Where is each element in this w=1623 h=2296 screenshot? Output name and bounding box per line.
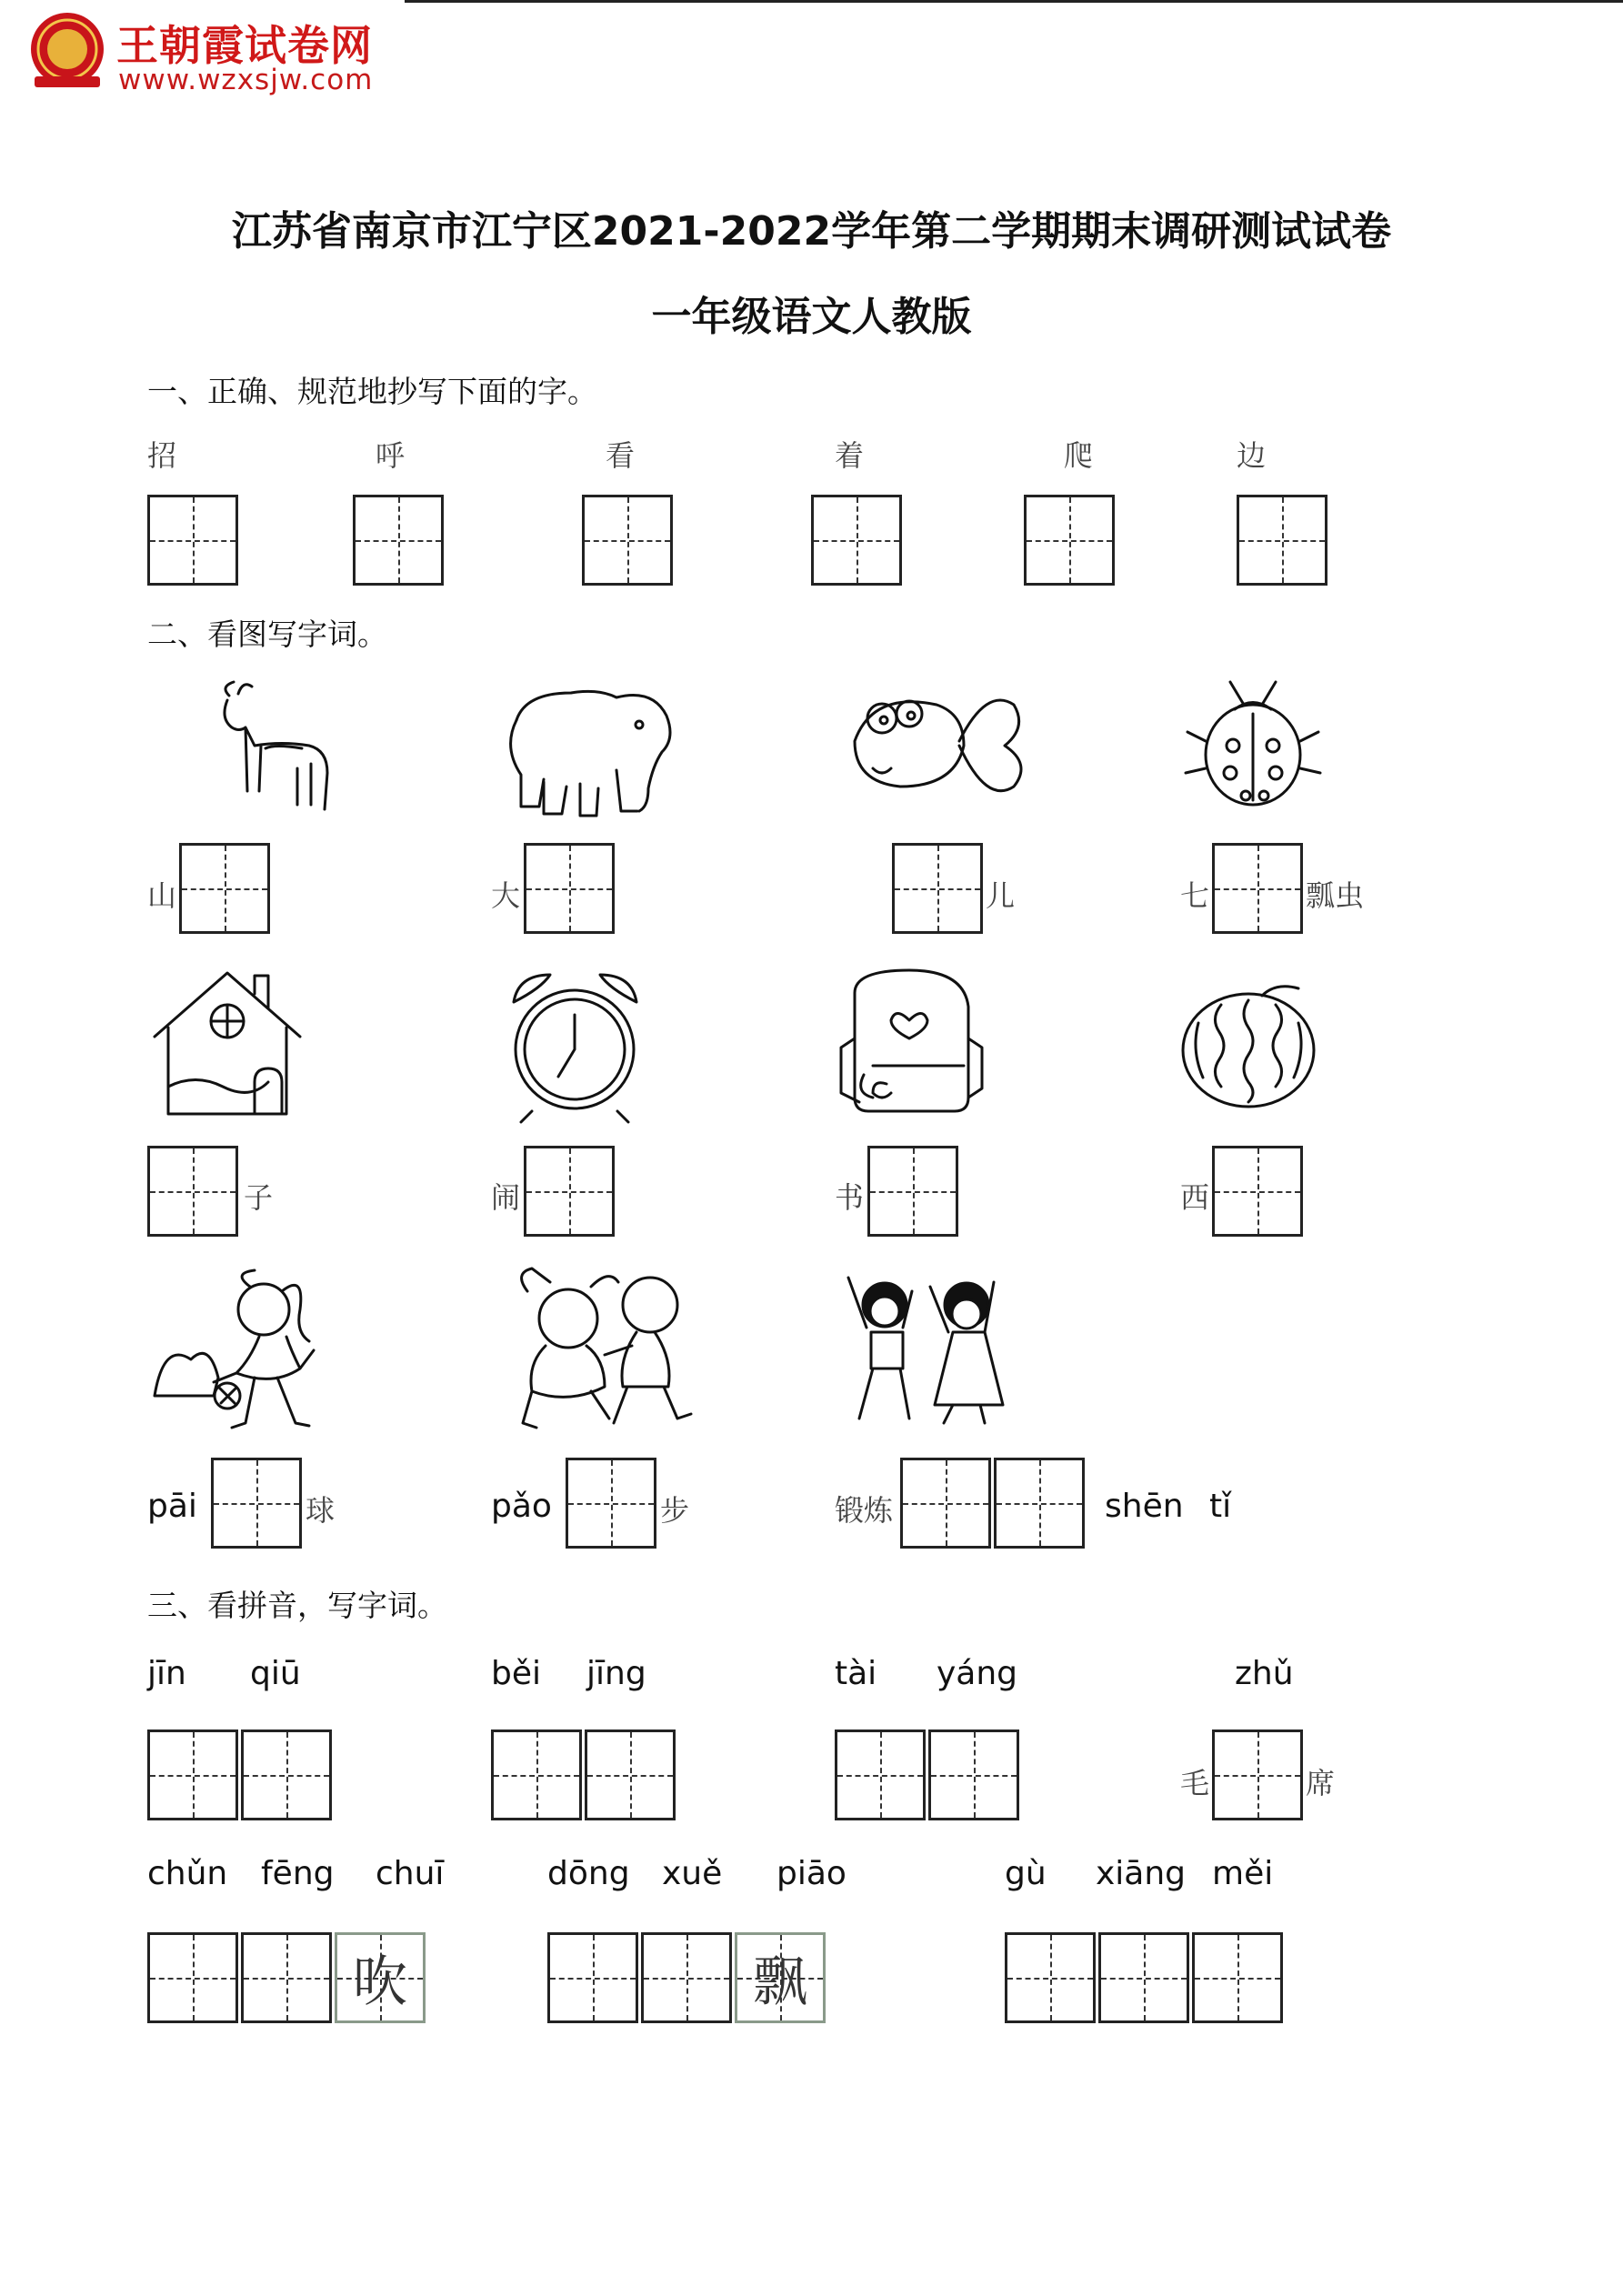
writing-box[interactable] <box>491 1730 582 1820</box>
writing-box[interactable] <box>524 1146 615 1237</box>
writing-box[interactable] <box>147 1730 238 1820</box>
writing-box[interactable] <box>1237 495 1327 586</box>
alarm-clock-icon <box>514 975 636 1122</box>
pinyin: piāo <box>776 1855 847 1892</box>
pinyin: jīng <box>586 1655 646 1692</box>
writing-box[interactable] <box>147 1932 238 2023</box>
seal-logo-icon <box>25 9 109 93</box>
house-icon <box>155 973 300 1114</box>
writing-box[interactable] <box>1098 1932 1189 2023</box>
girl-ball-icon <box>155 1270 314 1428</box>
given-char: 吹 <box>353 1950 407 2014</box>
writing-box[interactable] <box>892 843 983 934</box>
writing-box[interactable] <box>353 495 444 586</box>
writing-box[interactable] <box>241 1730 332 1820</box>
writing-box[interactable] <box>547 1932 638 2023</box>
pinyin: pāi <box>147 1488 197 1525</box>
writing-box[interactable] <box>1212 1730 1303 1820</box>
pinyin: shēn <box>1105 1488 1184 1525</box>
section2-heading: 二、看图写字词。 <box>147 617 387 652</box>
writing-box[interactable] <box>147 1146 238 1237</box>
copy-char: 边 <box>1237 438 1267 473</box>
pinyin: xiāng <box>1096 1855 1187 1892</box>
word-prefix: 山 <box>147 878 177 913</box>
copy-char: 爬 <box>1064 438 1094 473</box>
writing-box[interactable] <box>524 843 615 934</box>
writing-box[interactable] <box>241 1932 332 2023</box>
copy-char: 呼 <box>376 438 406 473</box>
writing-box[interactable] <box>147 495 238 586</box>
pinyin: chǔn <box>147 1855 228 1892</box>
pinyin: qiū <box>250 1655 301 1692</box>
writing-box[interactable] <box>867 1146 958 1237</box>
pinyin: tài <box>835 1655 877 1692</box>
writing-box[interactable] <box>566 1458 656 1549</box>
site-url: www.wzxsjw.com <box>118 64 374 96</box>
word-prefix: 七 <box>1180 878 1210 913</box>
page-title: 江苏省南京市江宁区2021-2022学年第二学期期末调研测试试卷 <box>231 208 1392 255</box>
word-prefix: 毛 <box>1180 1766 1210 1800</box>
writing-box[interactable] <box>1005 1932 1096 2023</box>
word-suffix: 儿 <box>986 878 1016 913</box>
word-prefix: 书 <box>835 1180 865 1215</box>
copy-char: 招 <box>147 438 177 473</box>
top-rule <box>405 0 1623 3</box>
word-prefix: 西 <box>1180 1180 1210 1215</box>
word-suffix: 球 <box>306 1493 336 1528</box>
word-prefix: 闹 <box>491 1180 521 1215</box>
watermelon-icon <box>1183 987 1314 1107</box>
fish-icon <box>855 700 1021 791</box>
word-prefix: 大 <box>491 878 521 913</box>
pinyin: dōng <box>547 1855 630 1892</box>
writing-box[interactable] <box>641 1932 732 2023</box>
writing-box[interactable] <box>994 1458 1085 1549</box>
writing-box[interactable] <box>1024 495 1115 586</box>
page-subtitle: 一年级语文人教版 <box>651 294 972 340</box>
backpack-icon <box>841 970 982 1111</box>
exercising-kids-icon <box>848 1278 1003 1423</box>
writing-box[interactable] <box>582 495 673 586</box>
pinyin: chuī <box>376 1855 445 1892</box>
section3-heading: 三、看拼音，写字词。 <box>147 1588 447 1623</box>
pinyin: běi <box>491 1655 542 1692</box>
writing-box[interactable] <box>585 1730 676 1820</box>
running-kids-icon <box>522 1268 691 1428</box>
writing-box[interactable] <box>811 495 902 586</box>
writing-box[interactable] <box>1192 1932 1283 2023</box>
word-prefix: 锻炼 <box>835 1493 894 1528</box>
given-char-box <box>335 1932 426 2023</box>
pinyin: tǐ <box>1209 1488 1232 1525</box>
section1-heading: 一、正确、规范地抄写下面的字。 <box>147 374 597 409</box>
pinyin: pǎo <box>491 1488 552 1525</box>
pinyin: měi <box>1212 1855 1274 1892</box>
word-suffix: 子 <box>244 1180 274 1215</box>
brand-name: 王朝霞试卷网 <box>116 21 373 70</box>
writing-box[interactable] <box>1212 843 1303 934</box>
writing-box[interactable] <box>835 1730 926 1820</box>
word-suffix: 席 <box>1306 1766 1336 1800</box>
pinyin: gù <box>1005 1855 1047 1892</box>
writing-box[interactable] <box>928 1730 1019 1820</box>
pinyin: xuě <box>662 1855 723 1892</box>
writing-box[interactable] <box>179 843 270 934</box>
word-suffix: 步 <box>660 1493 690 1528</box>
pinyin: zhǔ <box>1235 1655 1294 1692</box>
pinyin: fēng <box>261 1855 335 1892</box>
given-char: 飘 <box>753 1950 807 2014</box>
pinyin: yáng <box>937 1655 1018 1692</box>
goat-icon <box>211 677 338 814</box>
pinyin: jīn <box>147 1655 186 1692</box>
elephant-icon <box>511 691 670 816</box>
writing-box[interactable] <box>1212 1146 1303 1237</box>
ladybug-icon <box>1186 682 1320 805</box>
copy-char: 看 <box>606 438 636 473</box>
writing-box[interactable] <box>900 1458 991 1549</box>
given-char-box <box>735 1932 826 2023</box>
copy-char: 着 <box>835 438 865 473</box>
writing-box[interactable] <box>211 1458 302 1549</box>
word-suffix: 瓢虫 <box>1306 878 1365 913</box>
